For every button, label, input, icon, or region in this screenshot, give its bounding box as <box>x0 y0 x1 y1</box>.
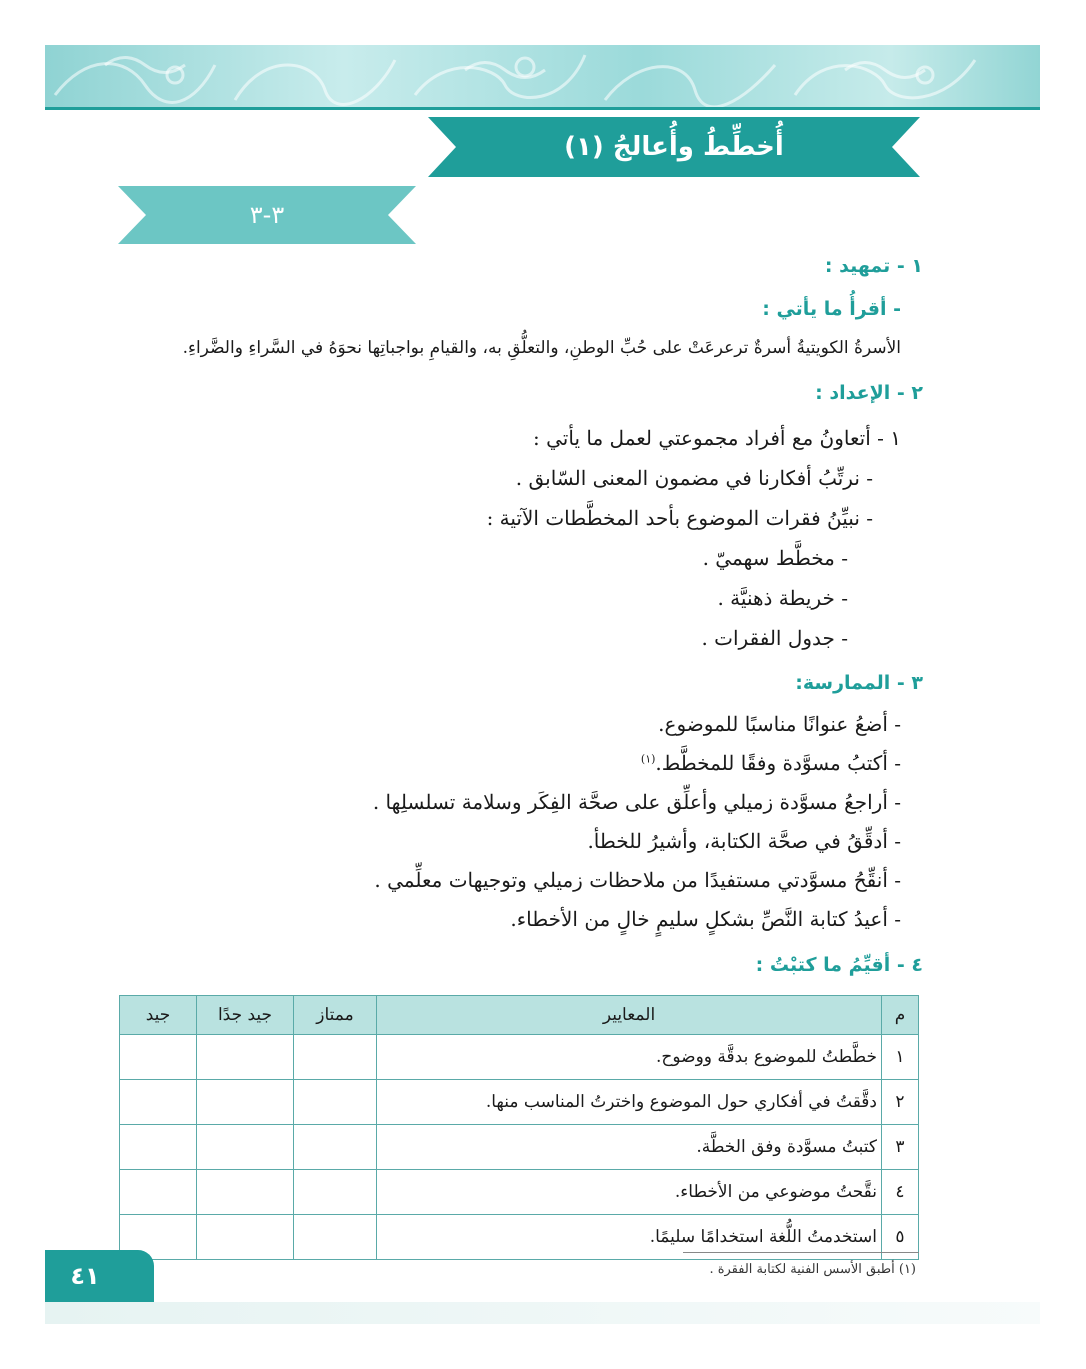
intro-paragraph: الأسرةُ الكويتيةُ أسرةٌ ترعرعَتْ على حُبِّ الوطنِ، والتعلُّقِ به، والقيامِ بواجباتِها نحوَهُ في السَّراءِ والضَّراءِ. <box>182 338 901 358</box>
row-number: ٢ <box>882 1080 919 1125</box>
column-header-good: جيد <box>120 996 197 1035</box>
list-item: - نبيِّنُ فقرات الموضوع بأحد المخطَّطات الآتية : <box>486 506 873 530</box>
footnote-ref: (١) <box>640 752 656 766</box>
list-item: - أكتبُ مسوَّدة وفقًا للمخطَّط.$^{(١)}$ <box>640 751 901 775</box>
list-item: - أعيدُ كتابة النَّصِّ بشكلٍ سليمٍ خالٍ من الأخطاء. <box>510 907 901 931</box>
criterion-text: دقَّقتُ في أفكاري حول الموضوع واخترتُ المناسب منها. <box>377 1080 882 1125</box>
list-item: - أضعُ عنوانًا مناسبًا للموضوع. <box>658 712 901 736</box>
criterion-text: خطَّطتُ للموضوع بدقَّة ووضوح. <box>377 1035 882 1080</box>
rating-cell-very-good[interactable] <box>197 1125 294 1170</box>
column-header-criteria: المعايير <box>377 996 882 1035</box>
rating-cell-excellent[interactable] <box>294 1080 377 1125</box>
row-number: ٤ <box>882 1170 919 1215</box>
row-number: ٥ <box>882 1215 919 1260</box>
criterion-text: استخدمتُ اللُّغة استخدامًا سليمًا. <box>377 1215 882 1260</box>
row-number: ١ <box>882 1035 919 1080</box>
intro-heading: ١ - تمهيد : <box>824 255 923 277</box>
rating-cell-very-good[interactable] <box>197 1080 294 1125</box>
column-header-very-good: جيد جدًا <box>197 996 294 1035</box>
rating-cell-good[interactable] <box>120 1080 197 1125</box>
rating-cell-excellent[interactable] <box>294 1035 377 1080</box>
calligraphy-pattern <box>45 45 1040 107</box>
rating-cell-good[interactable] <box>120 1170 197 1215</box>
rating-cell-excellent[interactable] <box>294 1170 377 1215</box>
table-row <box>120 1170 919 1215</box>
banner-divider <box>45 107 1040 110</box>
preparation-heading: ٢ - الإعداد : <box>815 382 923 404</box>
rating-cell-excellent[interactable] <box>294 1215 377 1260</box>
read-instruction: - أقرأُ ما يأتي : <box>762 298 901 320</box>
list-item: - أراجعُ مسوَّدة زميلي وأعلِّق على صحَّة الفِكَر وسلامة تسلسلِها . <box>372 790 901 814</box>
table-row <box>120 1080 919 1125</box>
footnote: (١) أطبق الأسس الفنية لكتابة الفقرة . <box>709 1262 916 1277</box>
list-item: - أدقِّقُ في صحَّة الكتابة، وأشيرُ للخطأ. <box>587 829 901 853</box>
practice-heading: ٣ - الممارسة: <box>795 672 923 694</box>
list-subitem: - مخطَّط سهميّ . <box>702 546 848 570</box>
table-header-row <box>120 996 919 1035</box>
evaluation-heading: ٤ - أقيِّمُ ما كتبْتُ : <box>755 954 923 976</box>
page-number: ٤١ <box>70 1262 100 1290</box>
list-item: - نرتِّبُ أفكارنا في مضمون المعنى السّابق . <box>515 466 873 490</box>
table-row <box>120 1125 919 1170</box>
criterion-text: نقَّحتُ موضوعي من الأخطاء. <box>377 1170 882 1215</box>
column-header-number: م <box>882 996 919 1035</box>
header-banner <box>45 45 1040 107</box>
footnote-divider <box>683 1252 919 1253</box>
rating-cell-very-good[interactable] <box>197 1215 294 1260</box>
rating-cell-very-good[interactable] <box>197 1170 294 1215</box>
column-header-excellent: ممتاز <box>294 996 377 1035</box>
rating-cell-very-good[interactable] <box>197 1035 294 1080</box>
list-subitem: - خريطة ذهنيَّة . <box>717 586 848 610</box>
lesson-number: ٣-٣ <box>249 201 285 229</box>
evaluation-table <box>119 995 919 1260</box>
rating-cell-good[interactable] <box>120 1125 197 1170</box>
rating-cell-excellent[interactable] <box>294 1125 377 1170</box>
row-number: ٣ <box>882 1125 919 1170</box>
rating-cell-good[interactable] <box>120 1035 197 1080</box>
preparation-intro: ١ - أتعاونُ مع أفراد مجموعتي لعمل ما يأتي : <box>533 426 901 450</box>
list-item: - أنقِّحُ مسوَّدتي مستفيدًا من ملاحظات زميلي وتوجيهات معلِّمي . <box>374 868 901 892</box>
bottom-strip <box>45 1302 1040 1324</box>
lesson-title: أُخطِّطُ وأُعالجُ (١) <box>564 132 784 162</box>
list-subitem: - جدول الفقرات . <box>701 626 848 650</box>
criterion-text: كتبتُ مسوَّدة وفق الخطَّة. <box>377 1125 882 1170</box>
table-row <box>120 1035 919 1080</box>
